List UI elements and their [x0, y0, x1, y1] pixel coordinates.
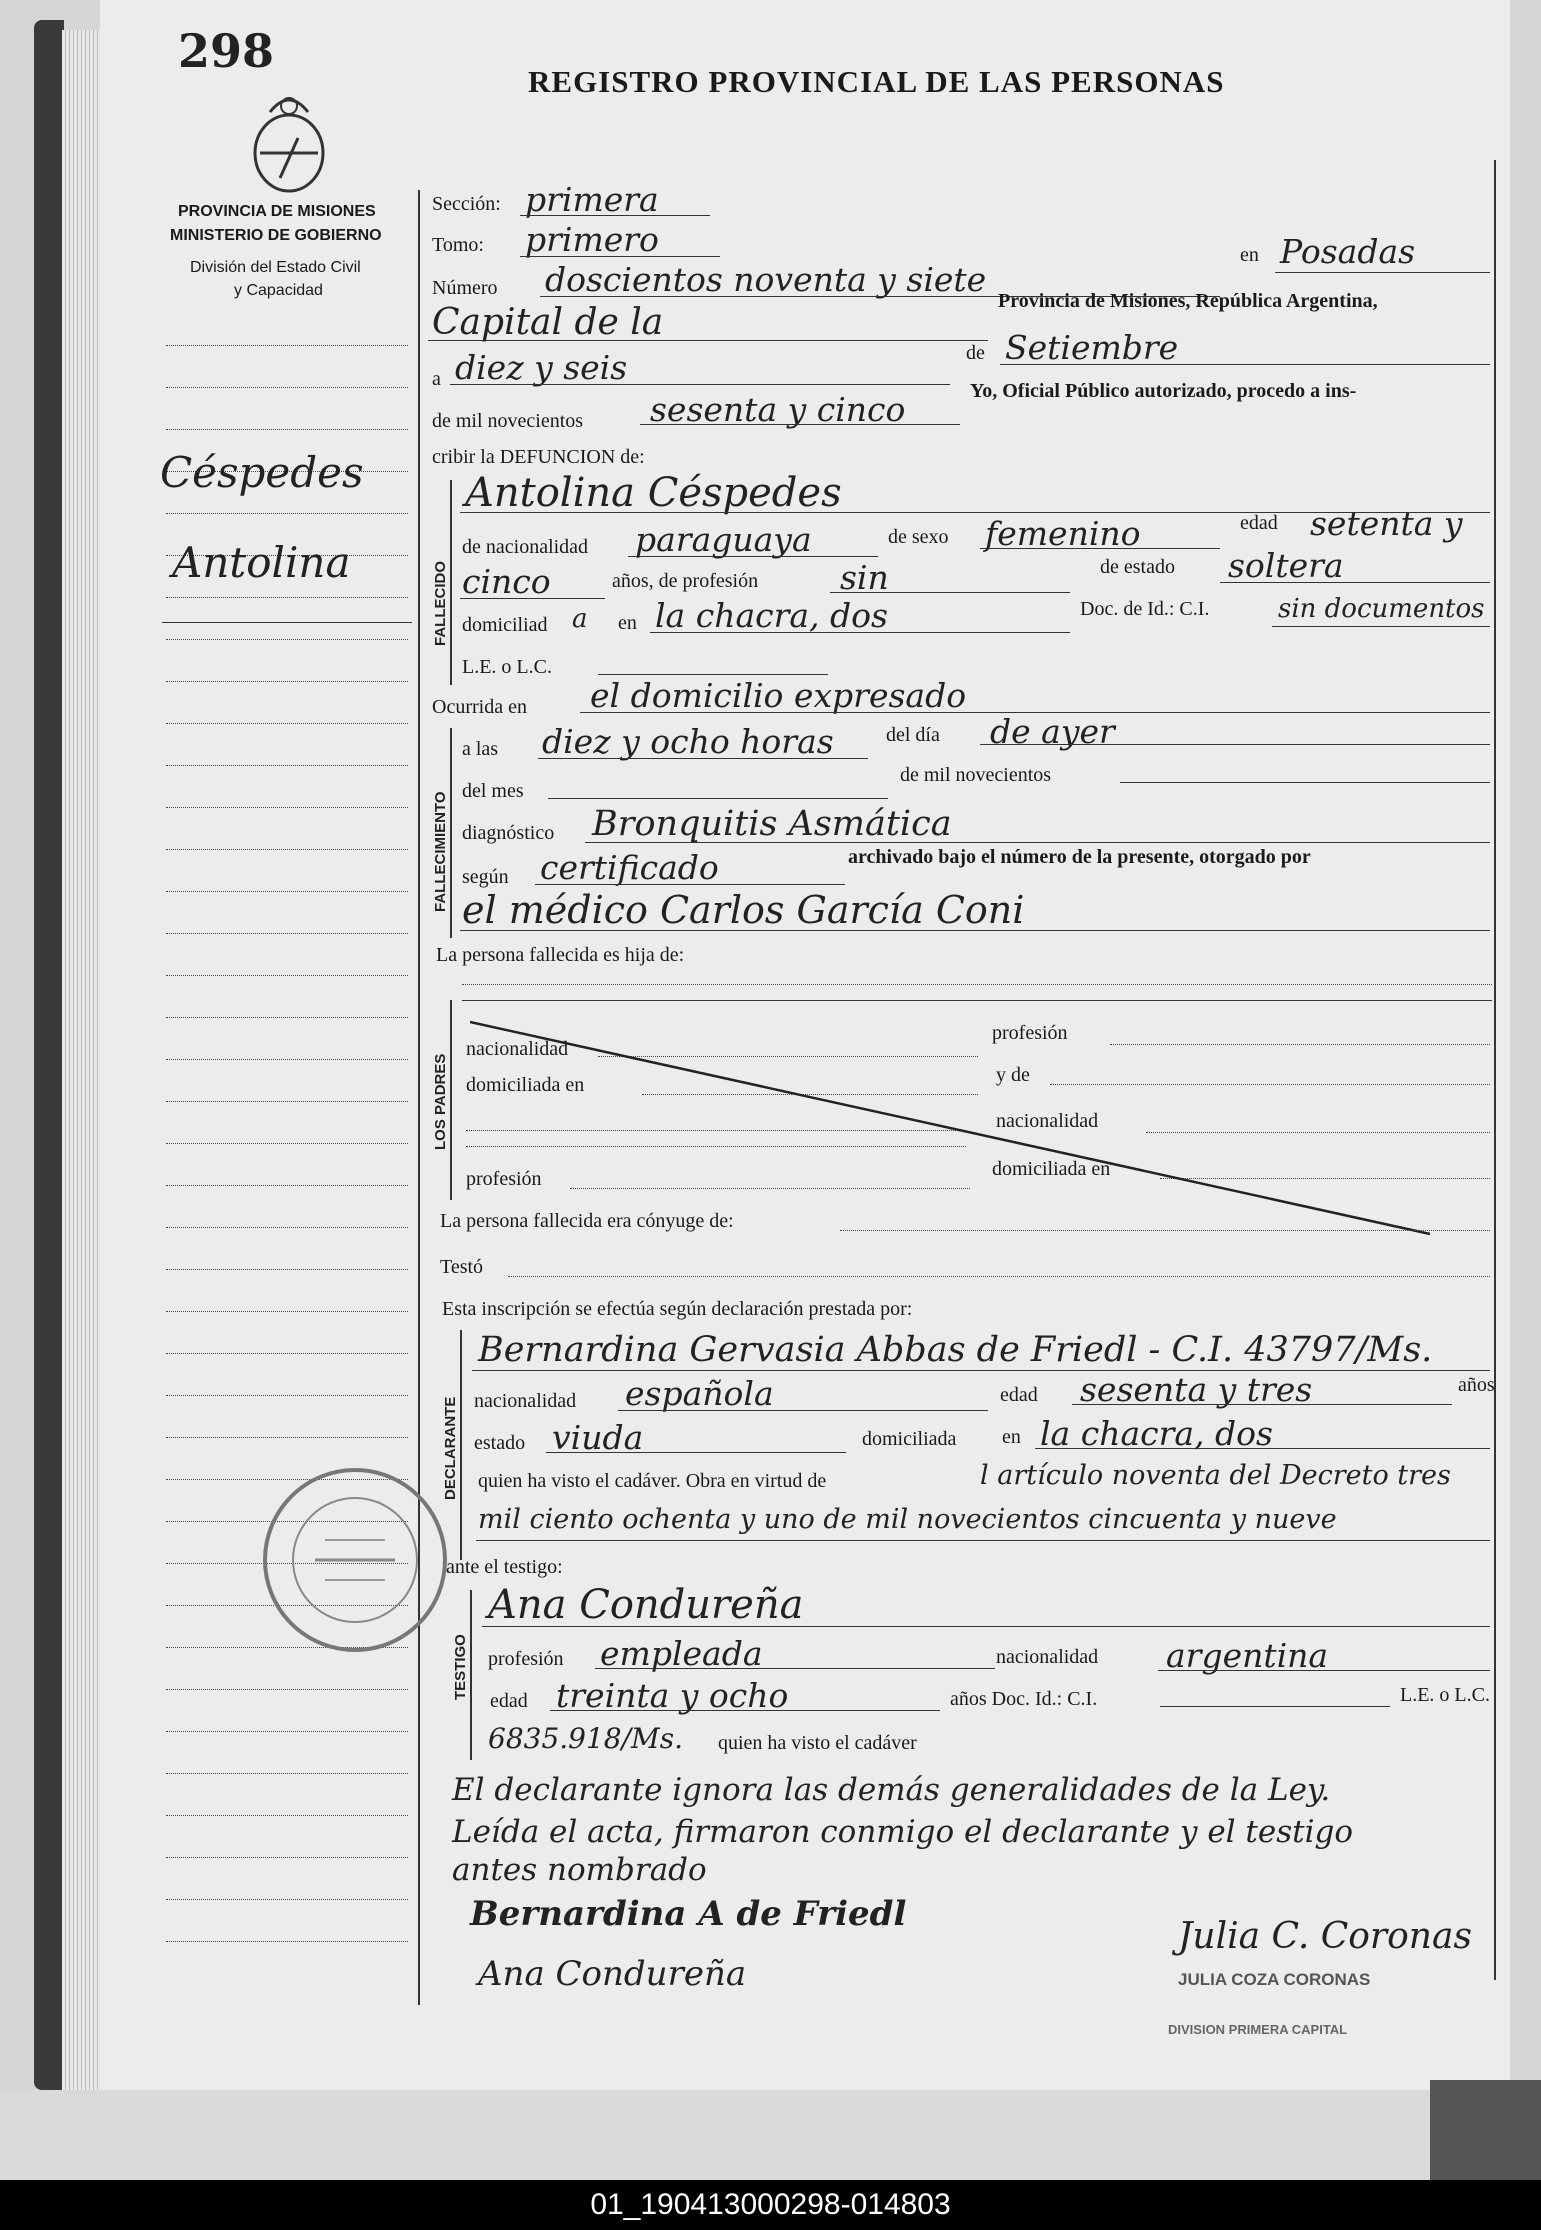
value-domicilio-a: a [572, 604, 588, 634]
value-anio: sesenta y cinco [650, 390, 906, 429]
value-decl-domicilio: la chacra, dos [1040, 1414, 1273, 1453]
rule-testo [508, 1276, 1490, 1277]
value-numero: doscientos noventa y siete [545, 260, 987, 299]
label-numero: Número [432, 277, 498, 299]
label-hija-de: La persona fallecida es hija de: [436, 944, 685, 966]
label-nacionalidad-2: nacionalidad [466, 1038, 569, 1060]
page-edges [62, 30, 102, 2090]
label-del-mes: del mes [462, 780, 524, 802]
side-label-fallecimiento: FALLECIMIENTO [432, 791, 449, 912]
value-dia2: de ayer [990, 712, 1115, 751]
fallecimiento-rule [450, 728, 452, 938]
signature-testigo: Ana Condureña [478, 1954, 747, 1994]
value-dia: diez y seis [455, 348, 628, 387]
rule-del-mes [548, 798, 888, 799]
note-line-3: antes nombrado [452, 1852, 707, 1888]
rule-profesion [830, 592, 1070, 593]
signature-declarante: Bernardina A de Friedl [470, 1894, 907, 1934]
label-yo-oficial: Yo, Oficial Público autorizado, procedo a ins- [970, 380, 1357, 402]
rule-de-mil-nov [1120, 782, 1490, 783]
margin-rule [166, 1857, 408, 1858]
rule-test-ci [1160, 1706, 1390, 1707]
rule-decl-edad [1072, 1404, 1452, 1405]
rule-segun [535, 884, 845, 885]
label-y-de: y de [996, 1064, 1030, 1086]
rule-tomo [520, 256, 720, 257]
side-label-testigo: TESTIGO [452, 1634, 469, 1700]
value-hora: diez y ocho horas [542, 722, 834, 761]
side-label-declarante: DECLARANTE [442, 1396, 459, 1500]
value-tomo: primero [525, 220, 659, 259]
label-nacionalidad-3: nacionalidad [996, 1110, 1099, 1132]
rule-medico [460, 930, 1490, 931]
rubber-stamp-icon [255, 1460, 455, 1660]
label-testo: Testó [440, 1256, 484, 1278]
label-edad-2: edad [1000, 1384, 1038, 1406]
label-a-las: a las [462, 738, 499, 760]
value-domicilio: la chacra, dos [655, 596, 888, 635]
padres-rule [450, 1000, 452, 1200]
label-quien-visto: quien ha visto el cadáver. Obra en virtud de [478, 1470, 827, 1492]
coat-of-arms-icon [250, 88, 328, 198]
label-cribir: cribir la DEFUNCION de: [432, 446, 645, 468]
label-anos-profesion: años, de profesión [612, 570, 759, 592]
value-testigo: Ana Condureña [488, 1582, 804, 1628]
value-nacionalidad: paraguaya [635, 520, 812, 559]
rule-decl-estado [546, 1452, 846, 1453]
side-label-padres: LOS PADRES [432, 1053, 449, 1150]
rule-en [1275, 272, 1490, 273]
rule-hija [462, 984, 1492, 985]
label-en: en [1240, 244, 1259, 266]
margin-rule [166, 429, 408, 430]
testigo-rule [470, 1590, 472, 1760]
margin-rule [166, 1017, 408, 1018]
label-tomo: Tomo: [432, 234, 484, 256]
label-anos: años [1458, 1374, 1495, 1396]
value-seccion: primera [525, 180, 659, 219]
margin-rule [166, 1689, 408, 1690]
label-provincia: Provincia de Misiones, República Argentina, [998, 290, 1378, 312]
value-test-edad: treinta y ocho [556, 1676, 789, 1715]
label-de-estado: de estado [1100, 556, 1175, 578]
note-line-1: El declarante ignora las demás generalidades de la Ley. [452, 1772, 1331, 1808]
rule-doc [1272, 626, 1490, 627]
margin-rule [166, 849, 408, 850]
label-inscripcion: Esta inscripción se efectúa según declaración prestada por: [442, 1298, 913, 1320]
rule-estado [1220, 582, 1490, 583]
label-edad-3: edad [490, 1690, 528, 1712]
value-sexo: femenino [985, 514, 1141, 553]
margin-rule [166, 1269, 408, 1270]
label-en: en [618, 612, 637, 634]
value-declarante: Bernardina Gervasia Abbas de Friedl - C.I. 43797/Ms. [478, 1330, 1433, 1370]
label-de-mil: de mil novecientos [432, 410, 584, 432]
label-domiciliada-en: domiciliada en [466, 1074, 585, 1096]
label-edad: edad [1240, 512, 1278, 534]
ministry-name: MINISTERIO DE GOBIERNO [170, 227, 382, 244]
label-de-sexo: de sexo [888, 526, 949, 548]
label-diagnostico: diagnóstico [462, 822, 555, 844]
margin-rule [166, 765, 408, 766]
label-le-lc: L.E. o L.C. [462, 656, 552, 678]
page-number: 298 [178, 24, 275, 78]
label-seccion: Sección: [432, 193, 501, 215]
label-ante-testigo: ante el testigo: [446, 1556, 563, 1578]
margin-rule [166, 1899, 408, 1900]
label-nacionalidad-4: nacionalidad [474, 1390, 577, 1412]
rule-le-lc [598, 674, 828, 675]
column-rule [418, 190, 420, 2005]
label-nacionalidad: de nacionalidad [462, 536, 589, 558]
margin-rule [166, 1353, 408, 1354]
dark-corner [1430, 2080, 1541, 2180]
value-test-nacionalidad: argentina [1166, 1636, 1329, 1675]
label-de-mil-nov: de mil novecientos [900, 764, 1052, 786]
rule-testigo [482, 1626, 1490, 1627]
value-obra-2: mil ciento ochenta y uno de mil novecientos cincuenta y nueve [478, 1504, 1337, 1535]
value-doc: sin documentos [1278, 594, 1485, 624]
value-obra-1: l artículo noventa del Decreto tres [980, 1460, 1451, 1491]
desk-surface [0, 2090, 1541, 2180]
margin-rule [166, 1101, 408, 1102]
margin-rule [166, 1185, 408, 1186]
value-edad: setenta y [1310, 504, 1463, 543]
label-quien-visto-2: quien ha visto el cadáver [718, 1732, 917, 1754]
value-diagnostico: Bronquitis Asmática [592, 804, 952, 844]
value-profesion: sin [840, 558, 889, 597]
margin-rule [166, 933, 408, 934]
rule-diagnostico [585, 842, 1490, 843]
rule-hora [538, 758, 868, 759]
margin-rule [166, 1395, 408, 1396]
value-capital: Capital de la [432, 302, 664, 343]
label-a: a [432, 368, 441, 390]
rule-sexo [980, 548, 1220, 549]
rule-nacionalidad [628, 556, 878, 557]
margin-surname: Céspedes [160, 448, 364, 497]
rule-test-prof [595, 1668, 995, 1669]
label-domiciliada-en-2: domiciliada en [992, 1158, 1111, 1180]
label-ocurrida: Ocurrida en [432, 696, 527, 718]
margin-rule-solid [162, 622, 412, 623]
rule-capital [428, 340, 988, 341]
province-name: PROVINCIA DE MISIONES [178, 203, 376, 220]
signature-oficial: Julia C. Coronas [1178, 1916, 1472, 1957]
rule-edad-2 [460, 598, 605, 599]
rule-obra [476, 1540, 1490, 1541]
value-medico: el médico Carlos García Coni [462, 888, 1025, 932]
rule-anio [640, 424, 960, 425]
division-name: División del Estado Civil [190, 259, 361, 276]
label-profesion: profesión [992, 1022, 1068, 1044]
official-stamp-division: DIVISION PRIMERA CAPITAL [1168, 2022, 1348, 2037]
margin-rule [166, 807, 408, 808]
value-mes: Setiembre [1005, 328, 1179, 367]
margin-rule [166, 891, 408, 892]
margin-rule [166, 1143, 408, 1144]
declarante-rule [460, 1330, 462, 1560]
value-decl-estado: viuda [552, 1418, 644, 1457]
margin-rule [166, 681, 408, 682]
margin-rule [166, 345, 408, 346]
label-del-dia: del día [886, 724, 940, 746]
rule-test-nac [1158, 1670, 1490, 1671]
margin-rule [166, 513, 408, 514]
rule-decl-dom [1035, 1448, 1490, 1449]
division-name-2: y Capacidad [234, 282, 323, 299]
margin-rule [166, 1437, 408, 1438]
margin-rule [166, 597, 408, 598]
rule-domicilio [650, 632, 1070, 633]
label-profesion-3: profesión [488, 1648, 564, 1670]
cancel-strike-line [470, 1020, 1440, 1240]
right-rule [1494, 160, 1496, 1980]
label-domiciliada-3: domiciliada [862, 1428, 957, 1450]
book-spine [34, 20, 64, 2090]
margin-rule [166, 1815, 408, 1816]
rule-test-edad [550, 1710, 940, 1711]
label-conyuge: La persona fallecida era cónyuge de: [440, 1210, 734, 1232]
label-anos-doc: años Doc. Id.: C.I. [950, 1688, 1098, 1710]
label-domiciliada: domiciliad [462, 614, 548, 636]
margin-rule [166, 723, 408, 724]
label-segun: según [462, 866, 509, 888]
value-en: Posadas [1280, 232, 1416, 271]
margin-rule [166, 1059, 408, 1060]
value-decl-edad: sesenta y tres [1080, 1370, 1313, 1409]
rule-declarante [472, 1370, 1490, 1371]
value-segun: certificado [540, 848, 719, 887]
rule-decl-nac [618, 1410, 988, 1411]
rule-dia [450, 384, 950, 385]
rule-seccion [520, 215, 710, 216]
value-ocurrida: el domicilio expresado [590, 676, 967, 715]
official-stamp-name: JULIA COZA CORONAS [1178, 1970, 1371, 1989]
margin-rule [166, 1731, 408, 1732]
label-de: de [966, 342, 985, 364]
fallecido-rule [450, 480, 452, 685]
rule-hija-2 [462, 1000, 1492, 1001]
label-profesion-2: profesión [466, 1168, 542, 1190]
label-doc-id: Doc. de Id.: C.I. [1080, 598, 1210, 620]
label-estado: estado [474, 1432, 526, 1454]
margin-rule [166, 1941, 408, 1942]
label-archivado: archivado bajo el número de la presente, otorgado por [848, 846, 1311, 868]
rule-conyuge [840, 1230, 1490, 1231]
value-test-doc: 6835.918/Ms. [488, 1722, 683, 1755]
margin-rule [166, 387, 408, 388]
margin-rule [166, 1311, 408, 1312]
margin-rule [166, 639, 408, 640]
rule-dia2 [980, 744, 1490, 745]
margin-given-name: Antolina [172, 538, 351, 587]
margin-rule [166, 1227, 408, 1228]
label-le-lc-2: L.E. o L.C. [1400, 1684, 1490, 1706]
value-decl-nacionalidad: española [625, 1374, 774, 1413]
value-nombre: Antolina Céspedes [465, 470, 842, 516]
value-edad-2: cinco [462, 562, 551, 601]
caption-filename: 01_190413000298-014803 [590, 2188, 951, 2221]
margin-rule [166, 975, 408, 976]
side-label-fallecido: FALLECIDO [432, 561, 449, 646]
page-title: REGISTRO PROVINCIAL DE LAS PERSONAS [528, 64, 1225, 99]
value-test-profesion: empleada [600, 1634, 763, 1673]
margin-rule [166, 1773, 408, 1774]
label-en-3: en [1002, 1426, 1021, 1448]
rule-mes [1000, 364, 1490, 365]
label-nacionalidad-5: nacionalidad [996, 1646, 1099, 1668]
note-line-2: Leída el acta, firmaron conmigo el declarante y el testigo [452, 1814, 1354, 1850]
value-estado: soltera [1228, 546, 1344, 585]
